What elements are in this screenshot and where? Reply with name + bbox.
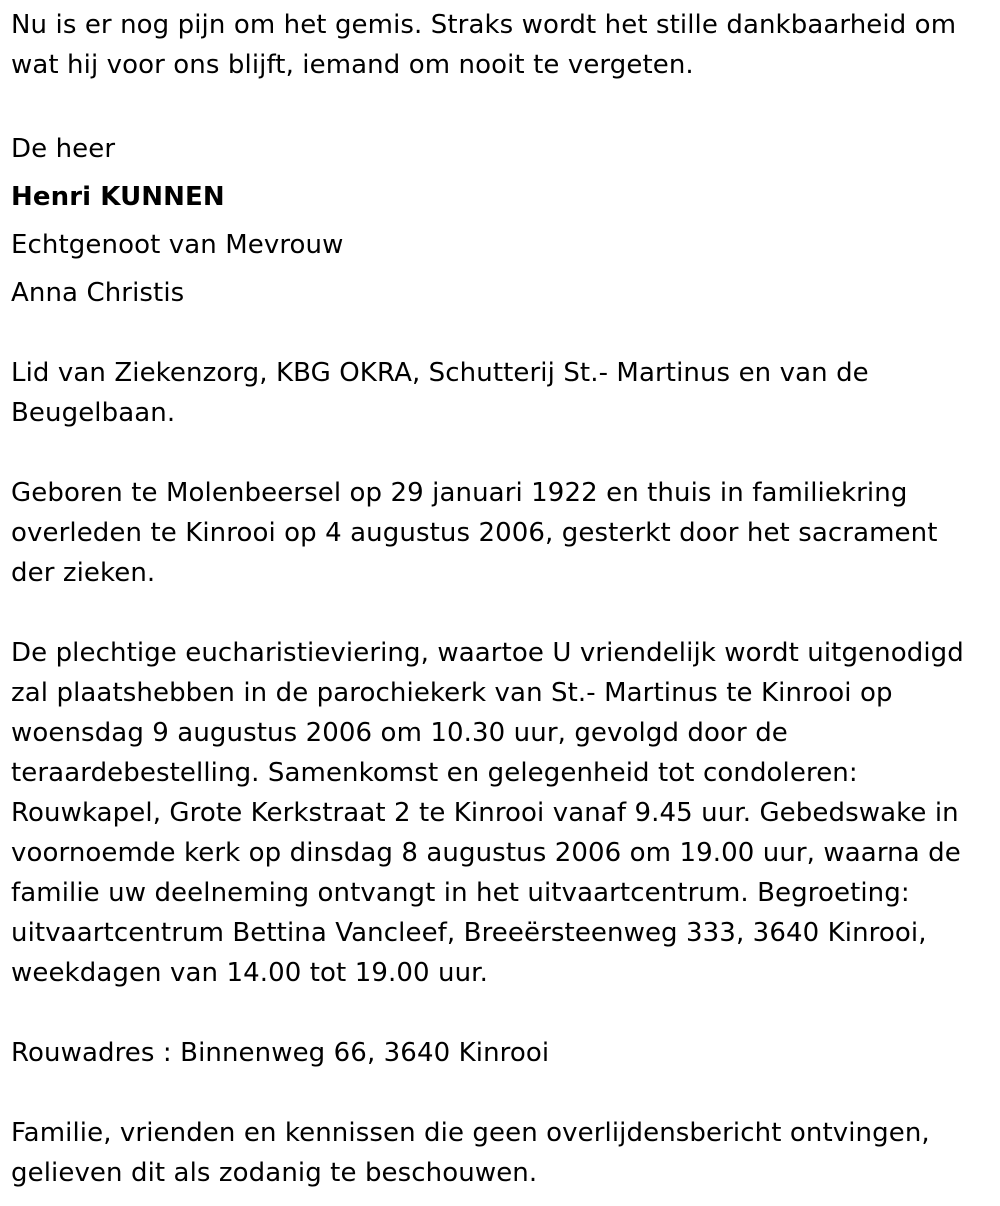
obituary-notice: [11, 5, 986, 1193]
ceremony-paragraph: De plechtige eucharistieviering, waartoe U vriendelijk wordt uitgenodigd zal plaatshebben in de parochiekerk van St.- Martinus te Kinrooi op woensdag 9 augustus 2006 om 10.30 uur, gevolgd door de teraardebestelling. Samenkomst en gelegenheid tot condoleren: Rouwkapel, Grote Kerkstraat 2 te Kinrooi vanaf 9.45 uur. Gebedswake in voornoemde kerk op dinsdag 8 augustus 2006 om 19.00 uur, waarna de familie uw deelneming ontvangt in het uitvaartcentrum. Begroeting: uitvaartcentrum Bettina Vancleef, Breeërsteenweg 333, 3640 Kinrooi, weekdagen van 14.00 tot 19.00 uur.: [11, 638, 964, 988]
spouse-line-1: Echtgenoot van Mevrouw: [11, 230, 344, 260]
intro-paragraph: Nu is er nog pijn om het gemis. Straks wordt het stille dankbaarheid om wat hij voor ons blijft, iemand om nooit te vergeten.: [11, 10, 957, 80]
membership-paragraph: Lid van Ziekenzorg, KBG OKRA, Schutterij St.- Martinus en van de Beugelbaan.: [11, 358, 869, 428]
mourning-address: Rouwadres : Binnenweg 66, 3640 Kinrooi: [11, 1038, 550, 1068]
closing-paragraph: Familie, vrienden en kennissen die geen overlijdensbericht ontvingen, gelieven dit als zodanig te beschouwen.: [11, 1118, 930, 1188]
salutation: De heer: [11, 134, 116, 164]
spouse-line-2: Anna Christis: [11, 278, 185, 308]
deceased-name: Henri KUNNEN: [11, 182, 225, 212]
birth-death-paragraph: Geboren te Molenbeersel op 29 januari 1922 en thuis in familiekring overleden te Kinrooi op 4 augustus 2006, gesterkt door het sacrament der zieken.: [11, 478, 938, 588]
